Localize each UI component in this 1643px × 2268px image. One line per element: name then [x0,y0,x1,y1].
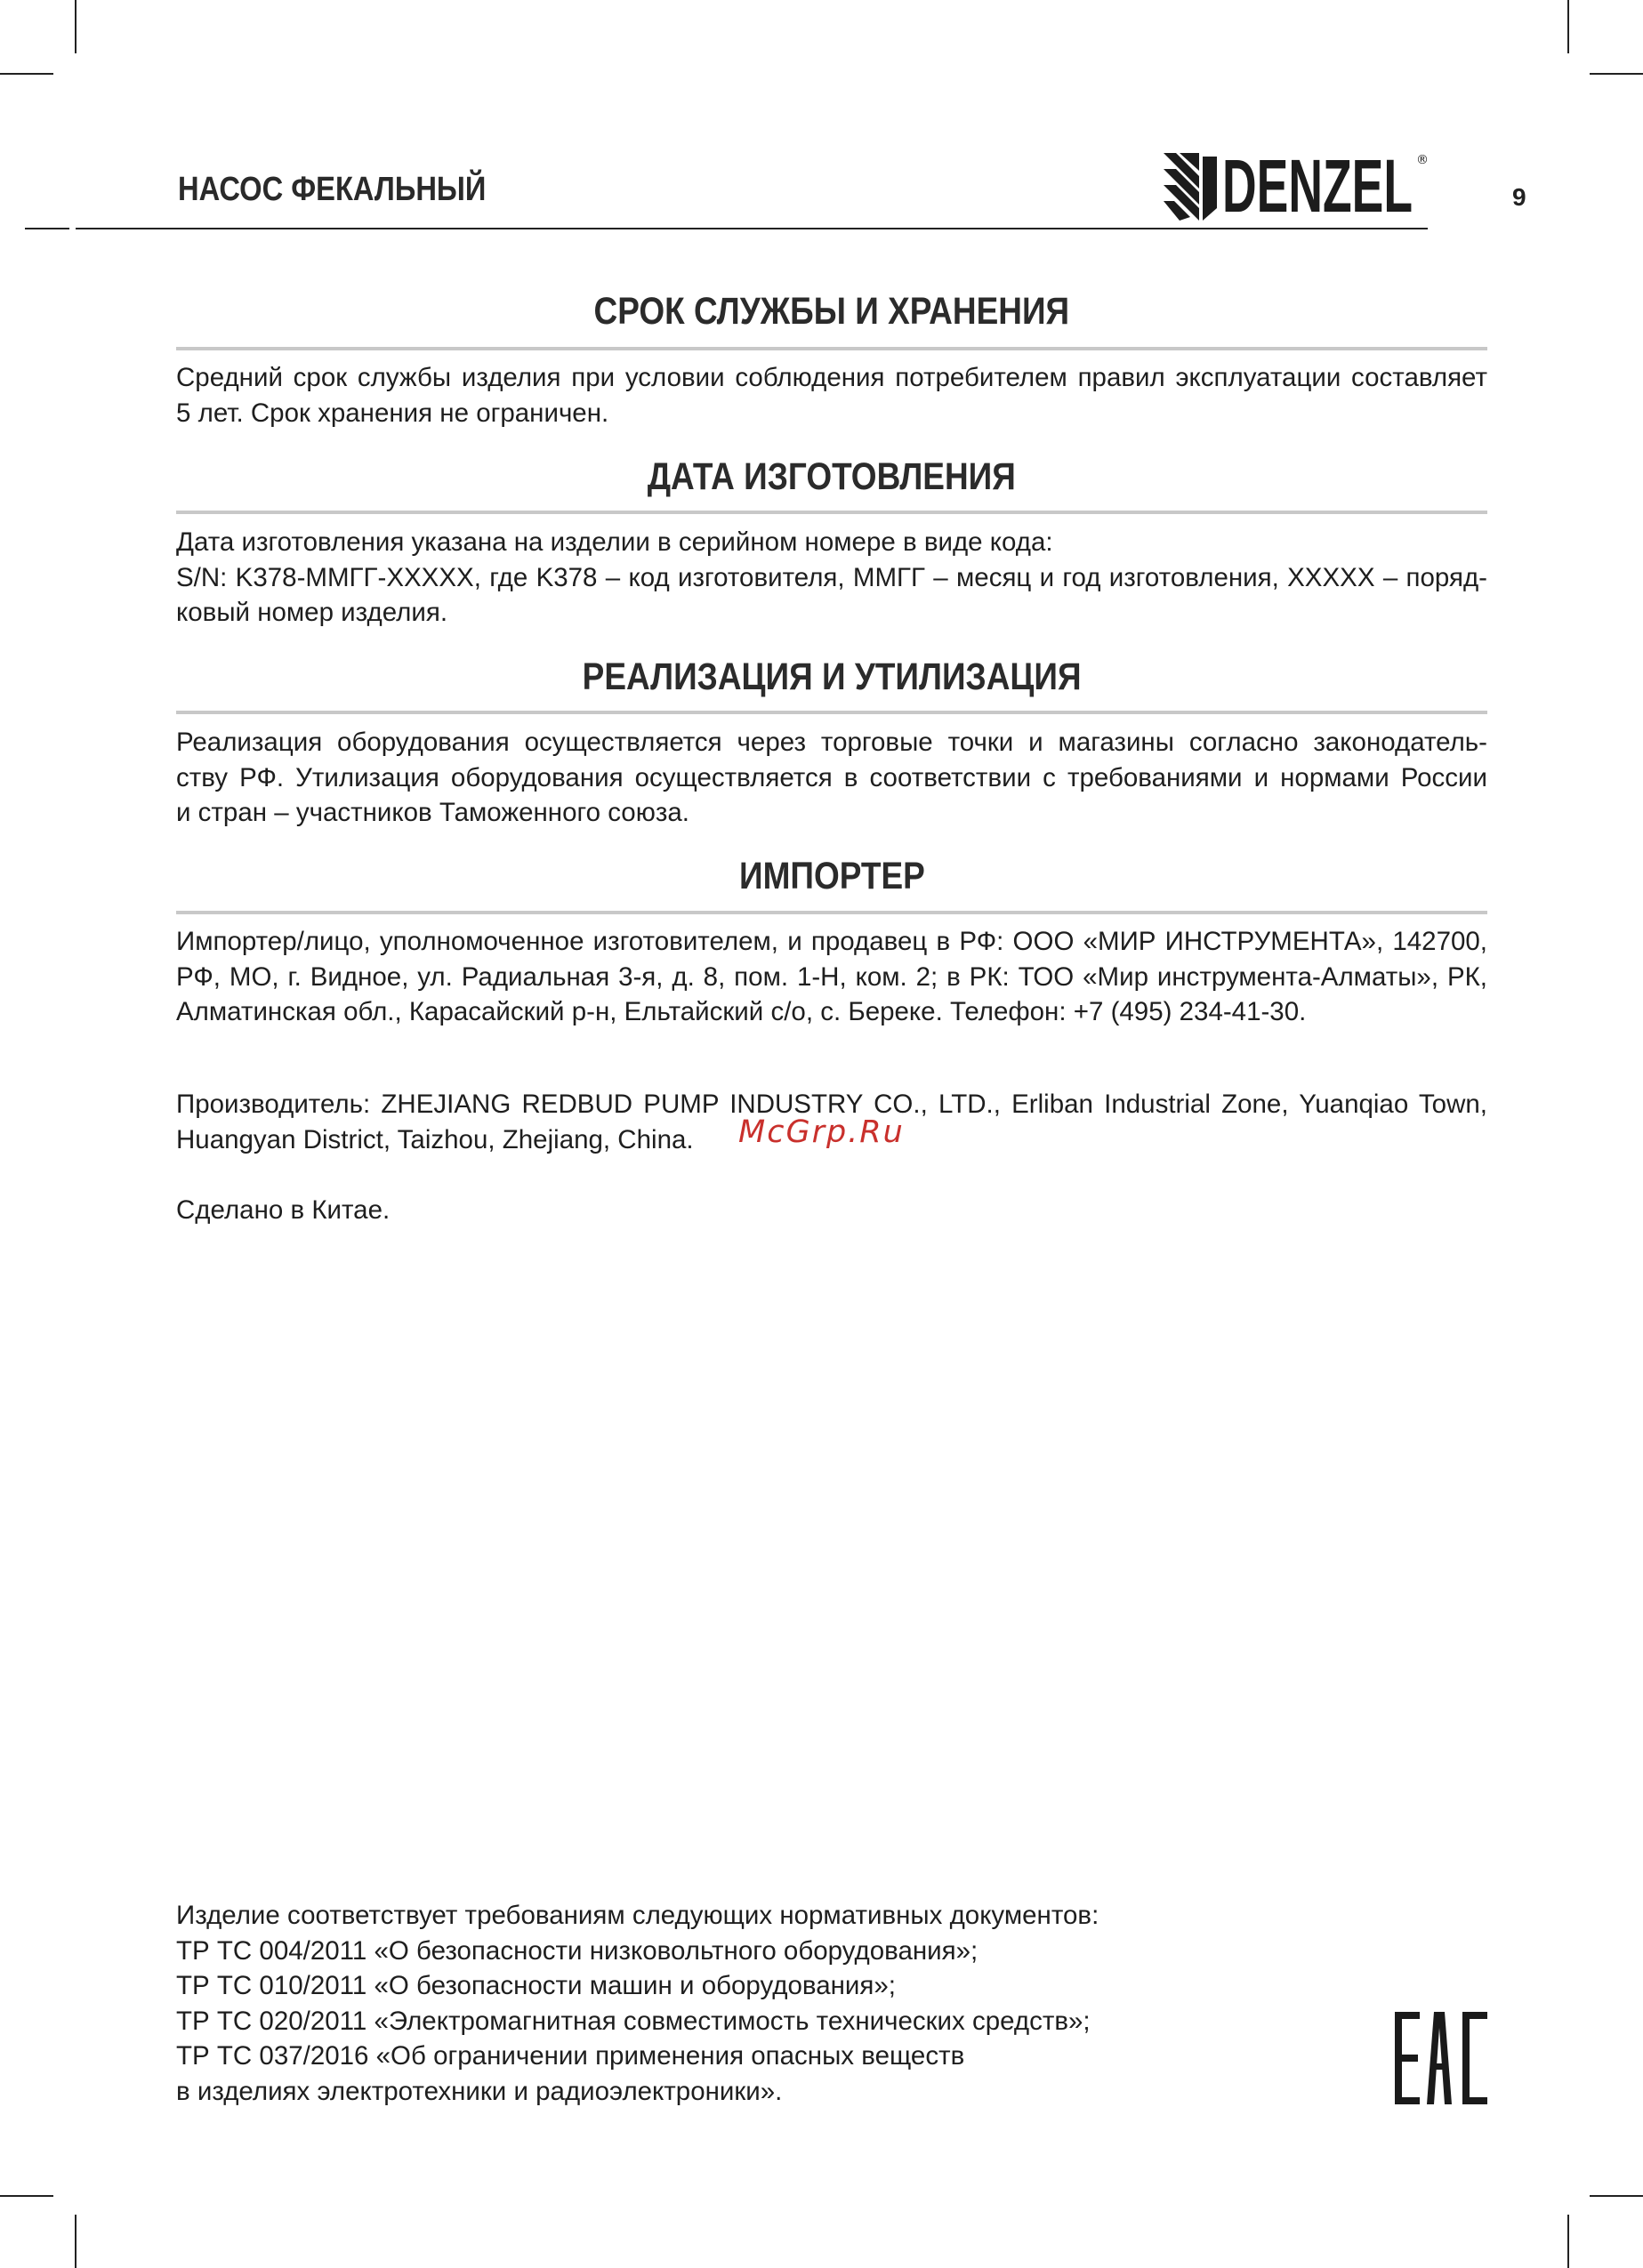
section-text-importer [176,924,1487,1030]
made-in-text [176,1193,1487,1228]
text-line: Импортер/лицо, уполномоченное изготовителем, и продавец в РФ: ООО «МИР ИНСТРУМЕНТА», 142700, [176,927,1487,956]
denzel-logo [1164,144,1430,224]
text-line: ТР ТС 037/2016 «Об ограничении применения опасных веществ [176,2041,965,2071]
crop-mark-bottom-left [75,2215,77,2268]
text-line: S/N: K378-ММГГ-XXXXX, где K378 – код изготовителя, ММГГ – месяц и год изготовления, XXXXX – поряд- [176,562,1487,592]
watermark-text: McGrp.Ru [738,1114,905,1150]
crop-mark-top-left [75,0,77,53]
header-divider-left [25,228,69,229]
crop-mark-top-left-h [0,73,53,75]
text-line: РФ, МО, г. Видное, ул. Радиальная 3-я, д. 8, пом. 1-Н, ком. 2; в РК: ТОО «Мир инструмента-Алматы», РК, [176,961,1487,992]
text-line: Сделано в Китае. [176,1195,391,1225]
eac-mark-icon [1395,2012,1487,2104]
text-line: ТР ТС 004/2011 «О безопасности низковольтного оборудования»; [176,1935,979,1966]
text-line: Реализация оборудования осуществляется через торговые точки и магазины согласно законодатель- [176,728,1487,757]
text-line: ству РФ. Утилизация оборудования осуществляется в соответствии с требованиями и нормами России [176,762,1487,792]
document-title: НАСОС ФЕКАЛЬНЫЙ [178,171,487,208]
text-line: ковый номер изделия. [176,598,448,627]
compliance-text [176,1898,1487,2109]
text-line: Средний срок службы изделия при условии соблюдения потребителем правил эксплуатации составляет [176,363,1487,392]
crop-mark-bottom-right [1567,2215,1569,2268]
text-line: 5 лет. Срок хранения не ограничен. [176,398,609,428]
section-title-manufacture-date: ДАТА ИЗГОТОВЛЕНИЯ [647,455,1017,498]
section-text-manufacture-date [176,525,1487,631]
section-text-sales-disposal [176,725,1487,831]
section-rule [176,511,1487,514]
crop-mark-bottom-right-h [1590,2195,1643,2197]
denzel-emblem-icon [1164,153,1217,221]
text-line: ТР ТС 020/2011 «Электромагнитная совместимость технических средств»; [176,2006,1091,2036]
section-rule [176,711,1487,714]
text-line: в изделиях электротехники и радиоэлектроники». [176,2076,783,2106]
text-line: ТР ТС 010/2011 «О безопасности машин и оборудования»; [176,1971,896,2000]
section-title-importer: ИМПОРТЕР [738,855,925,897]
brand-wordmark: DENZEL [1222,144,1413,224]
section-title-service-life: СРОК СЛУЖБЫ И ХРАНЕНИЯ [593,290,1070,333]
crop-mark-top-right [1567,0,1569,53]
crop-mark-top-right-h [1590,73,1643,75]
text-line: Алматинская обл., Карасайский р-н, Ельтайский с/о, с. Береке. Телефон: +7 (495) 234-41-30. [176,997,1307,1026]
section-text-service-life [176,360,1487,430]
text-line: и стран – участников Таможенного союза. [176,798,689,827]
text-line: Huangyan District, Taizhou, Zhejiang, China. [176,1124,694,1154]
section-rule [176,911,1487,914]
section-rule [176,347,1487,350]
text-line: Дата изготовления указана на изделии в серийном номере в виде кода: [176,527,1053,557]
text-line: Изделие соответствует требованиям следующих нормативных документов: [176,1901,1099,1930]
crop-mark-bottom-left-h [0,2195,53,2197]
section-title-sales-disposal: РЕАЛИЗАЦИЯ И УТИЛИЗАЦИЯ [582,655,1082,698]
page-number: 9 [1512,183,1526,211]
header-divider [76,228,1428,229]
registered-mark-icon: ® [1416,153,1429,167]
text-line: Производитель: ZHEJIANG REDBUD PUMP INDUSTRY CO., LTD., Erliban Industrial Zone, Yuanqiao Town, [176,1090,1487,1119]
